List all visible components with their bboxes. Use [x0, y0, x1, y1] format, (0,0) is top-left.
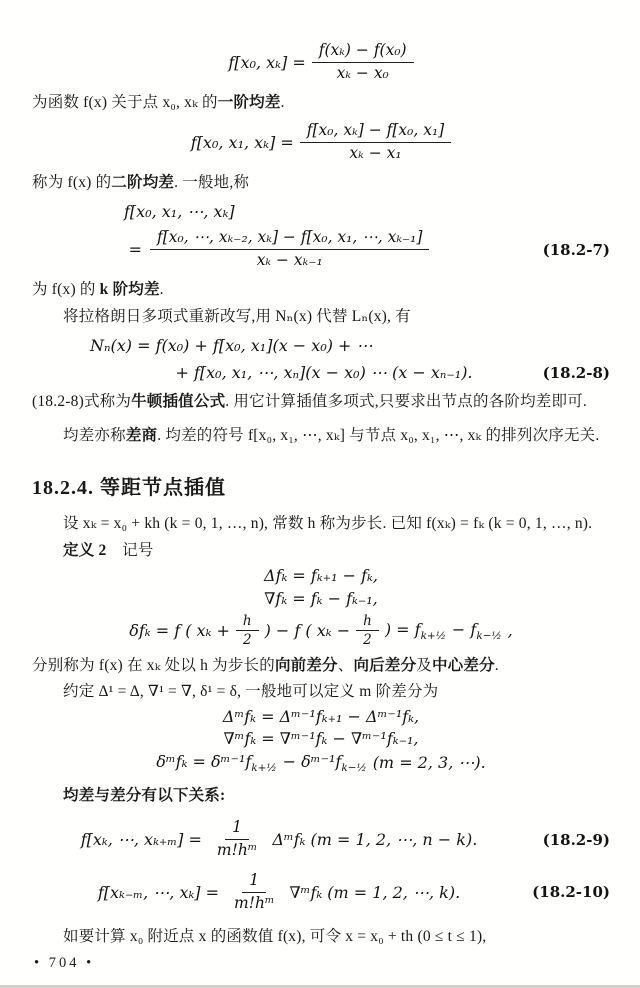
bold-term: 二阶均差 — [111, 173, 175, 191]
equation-number: (18.2-8) — [542, 363, 610, 382]
text-run: 、 — [337, 656, 354, 674]
text-run: − f — [451, 619, 477, 639]
equation-number: (18.2-7) — [542, 240, 610, 259]
equation-second-order-divided-difference — [32, 122, 610, 163]
text-run: . 用它计算插值多项式,只要求出节点的各阶均差即可. — [225, 393, 587, 411]
fraction — [312, 42, 414, 83]
text-run: ) − f ( xₖ − — [264, 621, 351, 641]
text-run: . — [494, 656, 499, 674]
subscript: k+½ — [420, 630, 446, 643]
paragraph-first-order-label — [32, 91, 610, 115]
equation-backward-difference — [32, 589, 610, 608]
paragraph-second-order-label — [32, 171, 610, 195]
equation-lhs: f[x₀, x₁, xₖ] = — [190, 132, 294, 152]
text-run: Δfₖ = fₖ₊₁ − fₖ, — [264, 566, 378, 586]
fraction-denominator: xₖ − x₀ — [336, 63, 389, 82]
fraction-numerator: 1 — [242, 872, 266, 893]
text-run: . 均差的符号 f[x₀, x₁, ⋯, xₖ] 与节点 x₀, x₁, ⋯, xₖ 的排列次序无关. — [157, 426, 600, 444]
equation-m-order-forward-difference — [32, 707, 610, 726]
equation-central-difference — [32, 614, 610, 647]
text-run: ) = f — [384, 619, 421, 639]
fraction-denominator: xₖ − x₁ — [349, 143, 402, 162]
fraction-denominator: 2 — [242, 632, 252, 649]
fraction — [236, 614, 259, 647]
text-run: Nₙ(x) = f(x₀) + f[x₀, x₁](x − x₀) + ⋯ — [90, 336, 373, 356]
fraction-numerator: f[x₀, xₖ] − f[x₀, x₁] — [300, 122, 451, 143]
paragraph-m-order-convention — [32, 680, 610, 704]
equation-lhs: f[xₖ₋ₘ, ⋯, xₖ] = — [97, 882, 220, 902]
term-with-subscript — [156, 752, 276, 774]
equation-line-2 — [32, 363, 610, 382]
text-run: ∇ᵐfₖ = ∇ᵐ⁻¹fₖ − ∇ᵐ⁻¹fₖ₋₁, — [223, 728, 419, 748]
bold-term: 向前差分 — [274, 656, 338, 674]
equation-rhs: ∇ᵐfₖ (m = 1, 2, ⋯, k). — [289, 882, 461, 902]
text-run: δfₖ = f ( xₖ + — [129, 621, 230, 641]
fraction-denominator: xₖ − xₖ₋₁ — [256, 251, 323, 270]
fraction-numerator: 1 — [225, 819, 249, 840]
text-run: 如要计算 x₀ 附近点 x 的函数值 f(x), 可令 x = x₀ + th (0 ≤ t ≤ 1), — [63, 927, 487, 945]
text-run: − δᵐ⁻¹f — [282, 751, 342, 771]
fraction — [210, 819, 264, 860]
paragraph-equidistant-setup — [32, 512, 610, 536]
text-run: 设 xₖ = x₀ + kh (k = 0, 1, …, n), 常数 h 称为步长. 已知 f(xₖ) = fₖ (k = 0, 1, …, n). — [63, 515, 593, 533]
text-run: 均差与差分有以下关系: — [63, 786, 226, 804]
text-run: Δᵐfₖ = Δᵐ⁻¹fₖ₊₁ − Δᵐ⁻¹fₖ, — [222, 706, 420, 726]
section-heading-18-2-4: 18.2.4. 等距节点插值 — [32, 477, 226, 500]
equation-18-2-9 — [32, 819, 610, 860]
text-run: 将拉格朗日多项式重新改写,用 Nₙ(x) 代替 Lₙ(x), 有 — [63, 307, 411, 325]
fraction-numerator: h — [236, 614, 259, 631]
page-number: • 704 • — [34, 955, 95, 971]
bold-term: 中心差分 — [431, 656, 495, 674]
term-with-subscript — [283, 752, 367, 774]
paragraph-difference-names — [32, 654, 610, 678]
text-run: 均差亦称 — [63, 426, 126, 444]
equation-rhs: Δᵐfₖ (m = 1, 2, ⋯, n − k). — [272, 830, 478, 850]
equation-m-order-central-difference — [32, 752, 610, 774]
text-run: 为函数 f(x) 关于点 x₀, xₖ 的 — [32, 93, 218, 111]
equation-18-2-7 — [32, 202, 610, 270]
paragraph-definition-2 — [32, 539, 610, 563]
equation-lhs: f[x₀, xₖ] = — [228, 52, 306, 72]
text-run: (18.2-8)式称为 — [32, 393, 132, 411]
equation-number: (18.2-9) — [542, 830, 610, 849]
text-run: 记号 — [106, 541, 154, 559]
fraction-denominator: m!hᵐ — [216, 841, 258, 860]
text-run: δᵐfₖ = δᵐ⁻¹f — [156, 751, 252, 771]
bold-term: 一阶均差 — [217, 93, 281, 111]
text-run: ∇fₖ = fₖ − fₖ₋₁, — [264, 589, 378, 609]
subscript: k+½ — [251, 761, 277, 774]
equation-line-2 — [32, 229, 610, 270]
paragraph-newton-formula-note — [32, 390, 610, 414]
text-run: f[x₀, x₁, ⋯, xₖ] — [124, 202, 235, 222]
bold-term: 牛顿插值公式 — [131, 393, 226, 411]
text-run: . — [159, 280, 164, 298]
text-run: . 一般地,称 — [174, 173, 250, 191]
equals-sign: = — [128, 240, 142, 260]
fraction — [356, 614, 379, 647]
text-run: 及 — [416, 656, 432, 674]
bold-term: 向后差分 — [353, 656, 417, 674]
bold-term: 差商 — [125, 426, 158, 444]
equation-line-1 — [32, 202, 610, 221]
fraction-denominator: m!hᵐ — [234, 893, 275, 912]
fraction — [150, 229, 429, 270]
equation-m-order-backward-difference — [32, 729, 610, 748]
paragraph-relation-intro — [32, 784, 610, 808]
fraction — [227, 872, 281, 913]
subscript: k−½ — [476, 630, 502, 643]
fraction — [300, 122, 451, 163]
definition-label: 定义 2 — [63, 541, 107, 559]
paragraph-k-order-label — [32, 278, 610, 302]
equation-forward-difference — [32, 566, 610, 585]
text-run: 称为 f(x) 的 — [32, 173, 112, 191]
text-run: 分别称为 f(x) 在 xₖ 处以 h 为步长的 — [32, 656, 275, 674]
equation-line-1 — [32, 336, 610, 355]
text-run: , — [507, 621, 513, 641]
paragraph-divided-difference-symmetry — [32, 424, 610, 448]
equation-first-order-divided-difference — [32, 42, 610, 83]
paragraph-compute-near-x0 — [32, 925, 610, 949]
text-run: 为 f(x) 的 — [32, 280, 100, 298]
bold-term: k 阶均差 — [99, 280, 160, 298]
equation-lhs: f[xₖ, ⋯, xₖ₊ₘ] = — [80, 830, 202, 850]
subscript: k−½ — [341, 761, 367, 774]
fraction-numerator: h — [356, 614, 379, 631]
term-with-subscript — [385, 620, 446, 642]
equation-18-2-10 — [32, 872, 610, 913]
text-run: (m = 2, 3, ⋯). — [372, 753, 486, 773]
paragraph-newton-rewrite — [32, 305, 610, 329]
text-run: + f[x₀, x₁, ⋯, xₙ](x − x₀) ⋯ (x − xₙ₋₁). — [175, 363, 473, 383]
fraction-denominator: 2 — [363, 632, 372, 649]
fraction-numerator: f(xₖ) − f(x₀) — [312, 42, 414, 63]
fraction-numerator: f[x₀, ⋯, xₖ₋₂, xₖ] − f[x₀, x₁, ⋯, xₖ₋₁] — [150, 229, 429, 250]
equation-18-2-8 — [32, 336, 610, 382]
text-run: . — [280, 93, 285, 111]
equation-number: (18.2-10) — [532, 883, 610, 902]
text-run: 约定 Δ¹ = Δ, ∇¹ = ∇, δ¹ = δ, 一般地可以定义 m 阶差分为 — [63, 683, 439, 701]
term-with-subscript — [452, 620, 502, 642]
